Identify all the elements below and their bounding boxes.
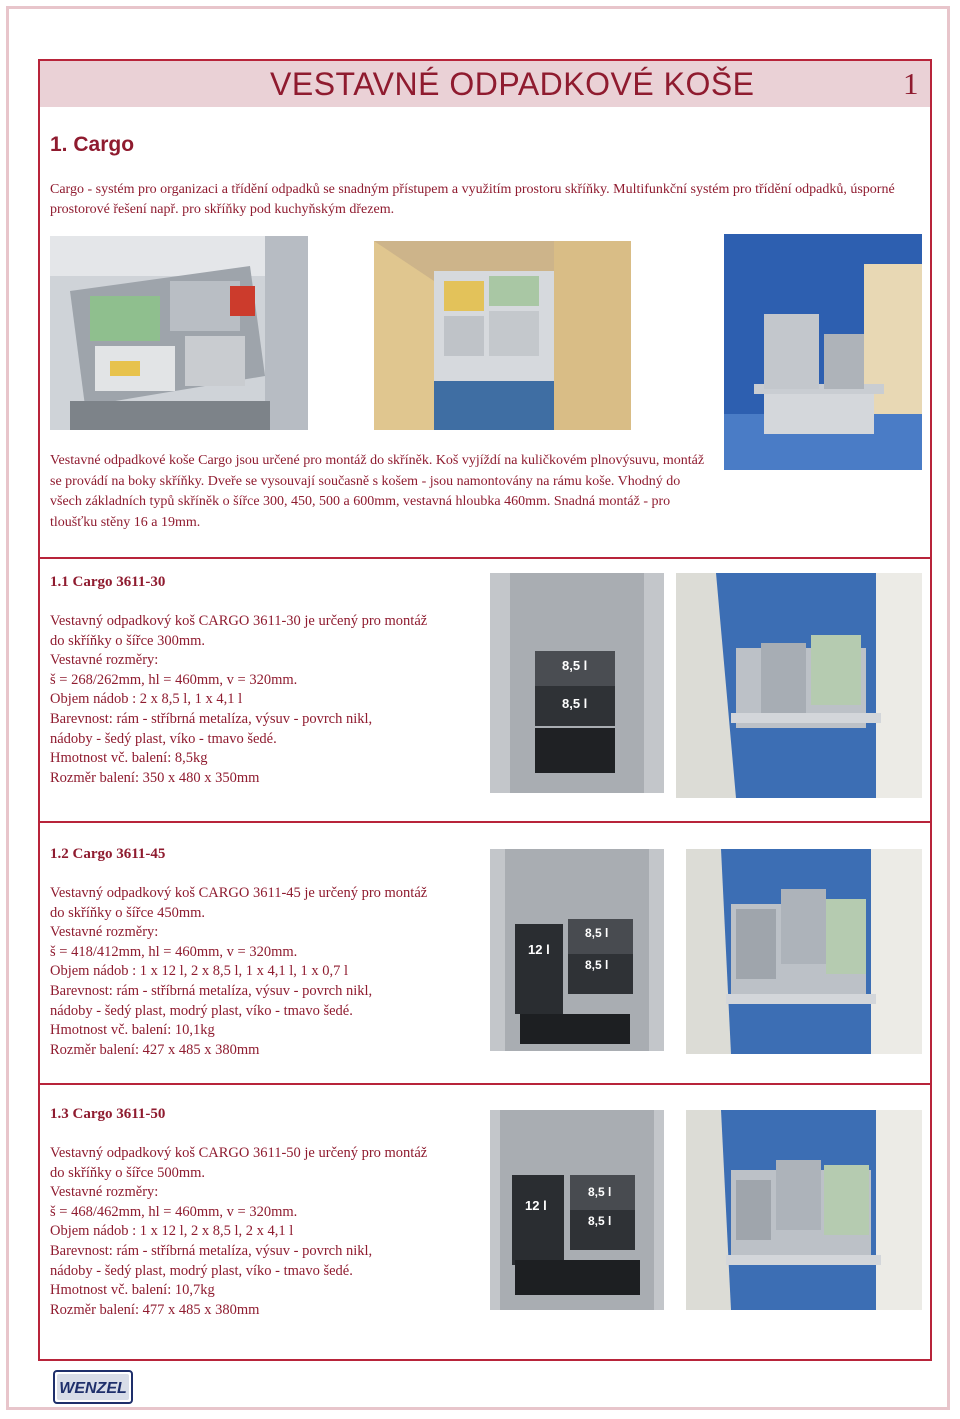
product-1-specs: [50, 612, 427, 788]
spec-line: do skříňky o šířce 450mm.: [50, 904, 206, 921]
bin-label: 8,5 l: [585, 958, 609, 972]
divider-3: [40, 1083, 930, 1085]
section-description: Vestavné odpadkové koše Cargo jsou určené pro montáž do skříněk. Koš vyjíždí na kuličkovém plnovýsuvu, montáž se provádí na boky skříňky. Dveře se vysouvají současně s košem - jsou namontovány na rámu koše. Vhodný do všech základních typů skříněk o šířce 300, 450, 500 a 600mm, vestavná hloubka 460mm. Snadná montáž - pro tloušťku stěny 16 a 19mm.: [50, 453, 705, 530]
spec-line: š = 418/412mm, hl = 460mm, v = 320mm.: [50, 943, 298, 960]
spec-line: Barevnost: rám - stříbrná metalíza, výsuv - povrch nikl,: [50, 710, 373, 727]
cargo-kitchen-cabinet-photo: [374, 241, 631, 430]
page-title: VESTAVNÉ ODPADKOVÉ KOŠE: [270, 66, 755, 102]
spec-line: do skříňky o šířce 300mm.: [50, 632, 206, 649]
cargo-blue-cabinet-photo: [724, 234, 922, 470]
section-heading: 1. Cargo: [50, 133, 135, 156]
spec-line: Barevnost: rám - stříbrná metalíza, výsuv - povrch nikl,: [50, 982, 373, 999]
spec-line: Rozměr balení: 477 x 485 x 380mm: [50, 1301, 260, 1318]
spec-line: Vestavný odpadkový koš CARGO 3611-50 je určený pro montáž: [50, 1145, 428, 1161]
product-3-topview-photo: [490, 1110, 664, 1310]
product-1-installed-photo: [676, 573, 922, 798]
spec-line: š = 268/262mm, hl = 460mm, v = 320mm.: [50, 671, 298, 688]
logo-text: WENZEL: [59, 1380, 127, 1397]
divider-1: [40, 557, 930, 559]
bin-label: 12 l: [528, 942, 550, 957]
divider-2: [40, 821, 930, 823]
spec-line: š = 468/462mm, hl = 460mm, v = 320mm.: [50, 1203, 298, 1220]
bin-label: 8,5 l: [588, 1185, 612, 1199]
spec-line: Objem nádob : 2 x 8,5 l, 1 x 4,1 l: [50, 691, 243, 708]
spec-line: Rozměr balení: 427 x 485 x 380mm: [50, 1041, 260, 1058]
spec-line: do skříňky o šířce 500mm.: [50, 1164, 206, 1181]
bin-label: 8,5 l: [588, 1214, 612, 1228]
product-2-specs: [50, 884, 427, 1060]
spec-line: nádoby - šedý plast, víko - tmavo šedé.: [50, 730, 277, 747]
spec-line: nádoby - šedý plast, modrý plast, víko - tmavo šedé.: [50, 1002, 353, 1019]
spec-line: Hmotnost vč. balení: 10,1kg: [50, 1022, 215, 1039]
spec-line: Vestavný odpadkový koš CARGO 3611-45 je určený pro montáž: [50, 885, 428, 901]
bin-label: 8,5 l: [585, 926, 609, 940]
product-2-topview-photo: [490, 849, 664, 1051]
product-3-heading: 1.3 Cargo 3611-50: [50, 1106, 166, 1122]
section-intro: Cargo - systém pro organizaci a třídění odpadků se snadným přístupem a využitím prostoru skříňky. Multifunkční systém pro třídění odpadků, úsporné prostorové řešení např. pro skříňky pod kuchyňským dřezem.: [50, 182, 895, 217]
spec-line: Vestavné rozměry:: [50, 652, 159, 669]
product-3-installed-photo: [686, 1110, 922, 1310]
bin-label: 8,5 l: [562, 696, 588, 711]
spec-line: Vestavné rozměry:: [50, 1184, 159, 1201]
spec-line: Vestavné rozměry:: [50, 924, 159, 941]
product-2-heading: 1.2 Cargo 3611-45: [50, 846, 166, 862]
page-number: 1: [903, 66, 919, 101]
wenzel-logo: [53, 1370, 133, 1404]
spec-line: Barevnost: rám - stříbrná metalíza, výsuv - povrch nikl,: [50, 1242, 373, 1259]
product-1-heading: 1.1 Cargo 3611-30: [50, 574, 166, 590]
product-2-installed-photo: [686, 849, 922, 1054]
spec-line: Objem nádob : 1 x 12 l, 2 x 8,5 l, 2 x 4,1 l: [50, 1223, 294, 1240]
product-1-topview-photo: [490, 573, 664, 793]
spec-line: Vestavný odpadkový koš CARGO 3611-30 je určený pro montáž: [50, 613, 428, 629]
spec-line: Hmotnost vč. balení: 10,7kg: [50, 1282, 215, 1299]
cargo-open-drawer-photo: [50, 236, 308, 430]
spec-line: Hmotnost vč. balení: 8,5kg: [50, 750, 208, 767]
spec-line: Rozměr balení: 350 x 480 x 350mm: [50, 769, 260, 786]
bin-label: 8,5 l: [562, 658, 588, 673]
spec-line: Objem nádob : 1 x 12 l, 2 x 8,5 l, 1 x 4,1 l, 1 x 0,7 l: [50, 963, 349, 980]
product-3-specs: [50, 1144, 427, 1320]
bin-label: 12 l: [525, 1198, 547, 1213]
spec-line: nádoby - šedý plast, modrý plast, víko - tmavo šedé.: [50, 1262, 353, 1279]
